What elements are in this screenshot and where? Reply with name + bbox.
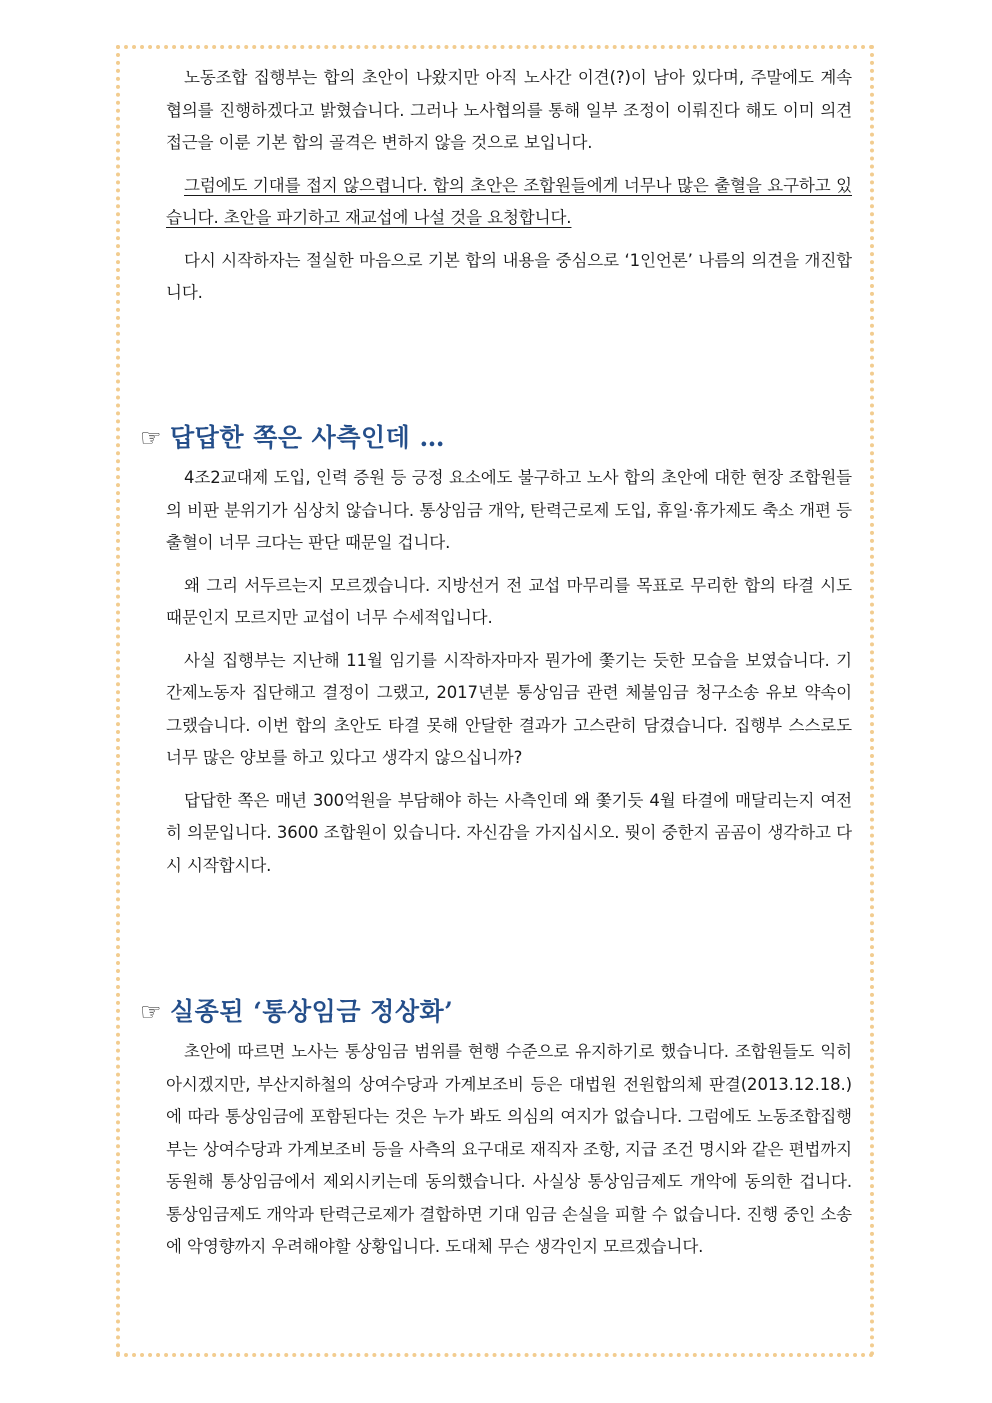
pointing-hand-icon: ☞ — [140, 424, 163, 452]
section-heading-text: 답답한 쪽은 사측인데 … — [170, 423, 445, 452]
pointing-hand-icon: ☞ — [140, 998, 163, 1026]
paragraph: 답답한 쪽은 매년 300억원을 부담해야 하는 사측인데 왜 쫓기듯 4월 타결에 매달리는지 여전히 의문입니다. 3600 조합원이 있습니다. 자신감을 가지십시오. 뭣이 중한지 곰곰이 생각하고 다시 시작합시다. — [166, 790, 852, 875]
section-body — [166, 462, 852, 882]
section-heading — [140, 992, 453, 1028]
paragraph: 왜 그리 서두르는지 모르겠습니다. 지방선거 전 교섭 마무리를 목표로 무리한 합의 타결 시도 때문인지 모르지만 교섭이 너무 수세적입니다. — [166, 575, 852, 627]
section-intro — [166, 62, 852, 310]
paragraph: 다시 시작하자는 절실한 마음으로 기본 합의 내용을 중심으로 ‘1인언론’ 나름의 의견을 개진합니다. — [166, 250, 852, 302]
paragraph: 초안에 따르면 노사는 통상임금 범위를 현행 수준으로 유지하기로 했습니다. 조합원들도 익히 아시겠지만, 부산지하철의 상여수당과 가계보조비 등은 대법원 전원합의체 판결(2013.12.18.)에 따라 통상임금에 포함된다는 것은 누가 봐도 의심의 여지가 없습니다. 그럼에도 노동조합집행부는 상여수당과 가계보조비 등을 사측의 요구대로 재직자 조항, 지급 조건 명시와 같은 편법까지 동원해 통상임금에서 제외시키는데 동의했습니다. 사실상 통상임금제도 개악에 동의한 겁니다. 통상임금제도 개악과 탄력근로제가 결합하면 기대 임금 손실을 피할 수 없습니다. 진행 중인 소송에 악영향까지 우려해야할 상황입니다. 도대체 무슨 생각인지 모르겠습니다. — [166, 1042, 852, 1256]
paragraph-underlined: 그럼에도 기대를 접지 않으렵니다. 합의 초안은 조합원들에게 너무나 많은 출혈을 요구하고 있습니다. 초안을 파기하고 재교섭에 나설 것을 요청합니다. — [166, 175, 852, 227]
paragraph: 4조2교대제 도입, 인력 증원 등 긍정 요소에도 불구하고 노사 합의 초안에 대한 현장 조합원들의 비판 분위기가 심상치 않습니다. 통상임금 개악, 탄력근로제 도입, 휴일·휴가제도 축소 개편 등 출혈이 너무 크다는 판단 때문일 겁니다. — [166, 468, 852, 552]
section-body — [166, 1036, 852, 1264]
paragraph: 사실 집행부는 지난해 11월 임기를 시작하자마자 뭔가에 쫓기는 듯한 모습을 보였습니다. 기간제노동자 집단해고 결정이 그랬고, 2017년분 통상임금 관련 체불임금 청구소송 유보 약속이 그랬습니다. 이번 합의 초안도 타결 못해 안달한 결과가 고스란히 담겼습니다. 집행부 스스로도 너무 많은 양보를 하고 있다고 생각지 않으십니까? — [166, 650, 852, 767]
section-heading — [140, 418, 445, 454]
paragraph: 노동조합 집행부는 합의 초안이 나왔지만 아직 노사간 이견(?)이 남아 있다며, 주말에도 계속 협의를 진행하겠다고 밝혔습니다. 그러나 노사협의를 통해 일부 조정이 이뤄진다 해도 이미 의견 접근을 이룬 기본 합의 골격은 변하지 않을 것으로 보입니다. — [166, 68, 852, 152]
section-heading-text: 실종된 ‘통상임금 정상화’ — [170, 997, 454, 1026]
